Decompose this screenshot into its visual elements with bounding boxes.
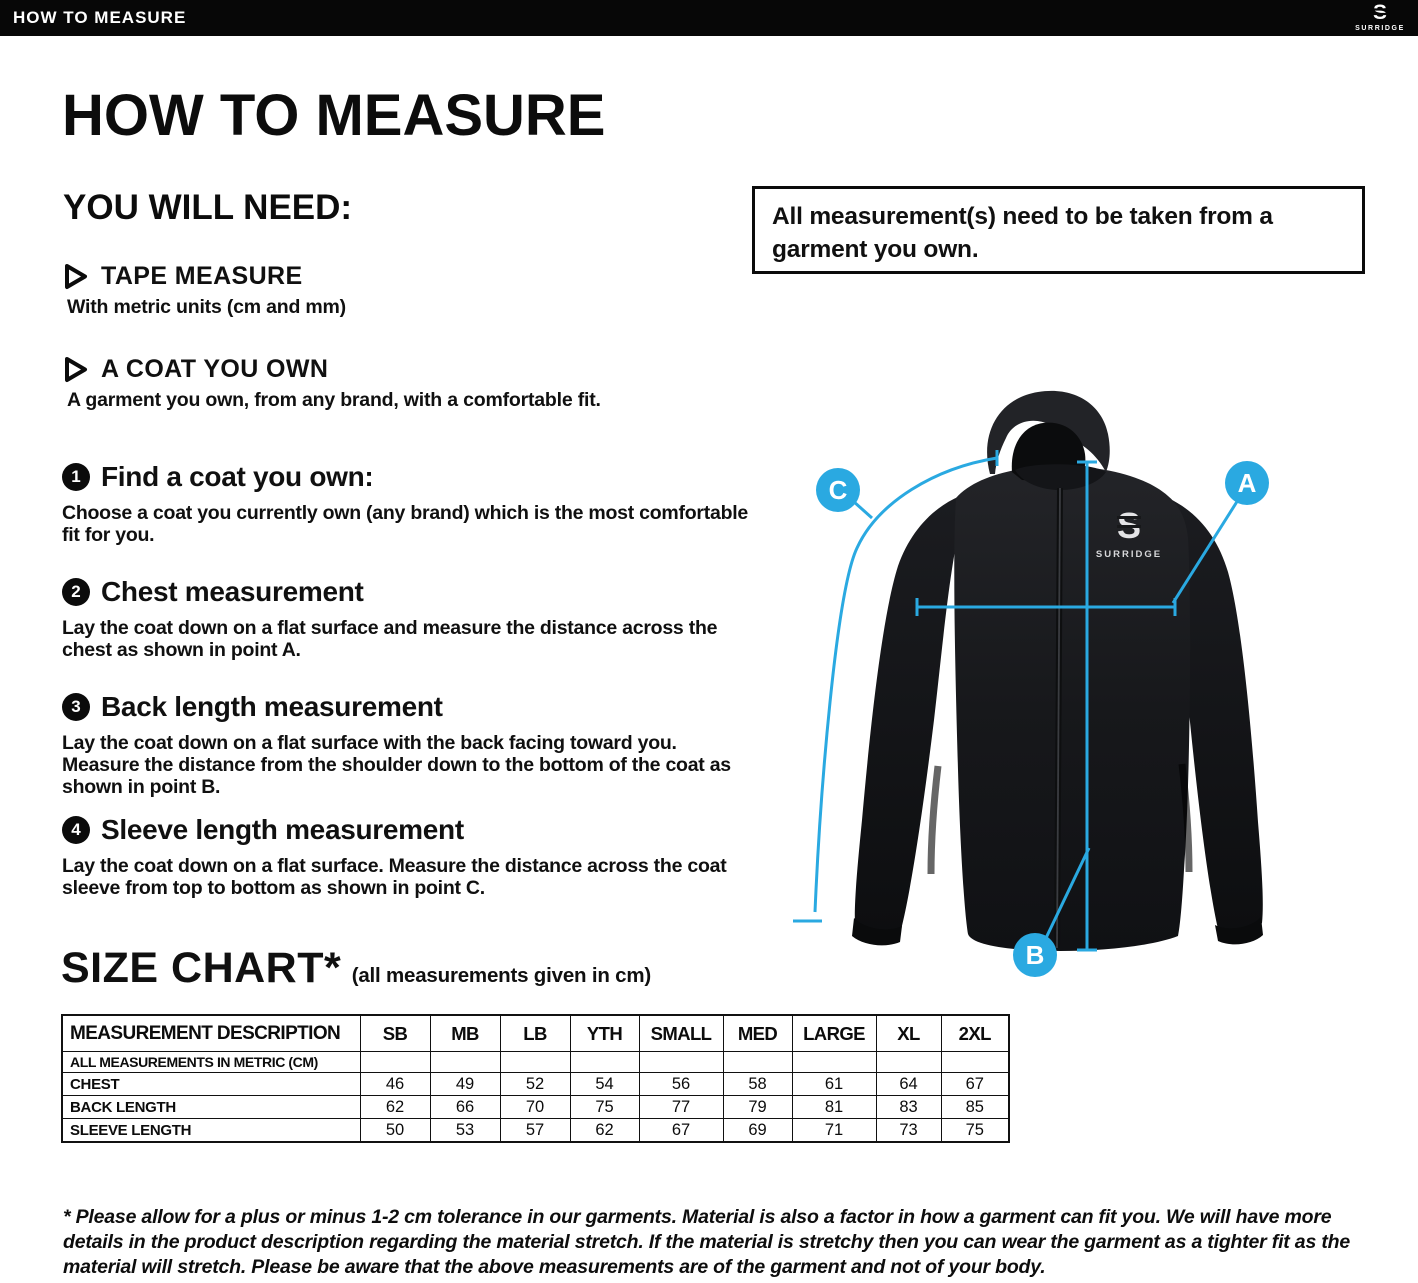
size-table-head-row — [62, 1015, 1009, 1052]
column-header-size: YTH — [570, 1015, 639, 1052]
measurement-note-box: All measurement(s) need to be taken from a garment you own. — [752, 186, 1365, 274]
need-item-tape-measure — [64, 262, 346, 319]
measurement-value: 70 — [500, 1096, 570, 1119]
empty-cell — [639, 1052, 723, 1073]
column-header-size: XL — [876, 1015, 941, 1052]
measurement-label: SLEEVE LENGTH — [62, 1119, 360, 1143]
empty-cell — [430, 1052, 500, 1073]
need-item-description: A garment you own, from any brand, with a comfortable fit. — [67, 389, 601, 411]
size-chart-title: SIZE CHART* — [61, 944, 342, 992]
measurement-value: 46 — [360, 1073, 430, 1096]
size-table-body — [62, 1052, 1009, 1143]
column-header-size: MB — [430, 1015, 500, 1052]
you-will-need-heading: YOU WILL NEED: — [63, 188, 353, 227]
step-number-badge: 4 — [62, 816, 90, 844]
column-header-size: SMALL — [639, 1015, 723, 1052]
empty-cell — [876, 1052, 941, 1073]
measurement-value: 85 — [941, 1096, 1009, 1119]
tolerance-footnote: * Please allow for a plus or minus 1-2 cm tolerance in our garments. Material is also a factor in how a garment can fit you. We will have more details in the product description regarding the material stretch. If the material is stretchy then you can wear the garment as a tighter fit as the material will stretch. Please be aware that the above measurements are of the garment and not of your body. — [63, 1206, 1350, 1278]
measurement-value: 73 — [876, 1119, 941, 1143]
step-title: Back length measurement — [101, 691, 443, 722]
step-number-badge: 2 — [62, 578, 90, 606]
step-body: Lay the coat down on a flat surface and measure the distance across the chest as shown in point A. — [62, 617, 718, 661]
measurement-value: 69 — [723, 1119, 792, 1143]
step-number-badge: 1 — [62, 463, 90, 491]
top-bar — [0, 0, 1418, 36]
left-sleeve — [855, 496, 962, 934]
jacket-measurement-diagram — [760, 370, 1380, 1010]
triangle-bullet-icon — [64, 356, 88, 383]
measurement-value: 50 — [360, 1119, 430, 1143]
column-header-size: MED — [723, 1015, 792, 1052]
measurement-value: 67 — [941, 1073, 1009, 1096]
step-title: Find a coat you own: — [101, 461, 374, 492]
step-body: Lay the coat down on a flat surface with the back facing toward you. Measure the distance from the shoulder down to the bottom of the coat as shown in point B. — [62, 732, 731, 798]
empty-cell — [723, 1052, 792, 1073]
measurement-value: 75 — [941, 1119, 1009, 1143]
measurement-value: 49 — [430, 1073, 500, 1096]
empty-cell — [941, 1052, 1009, 1073]
empty-cell — [570, 1052, 639, 1073]
step-title: Sleeve length measurement — [101, 814, 464, 845]
step-body: Lay the coat down on a flat surface. Measure the distance across the coat sleeve from top to bottom as shown in point C. — [62, 855, 727, 899]
measurement-value: 64 — [876, 1073, 941, 1096]
step-number-badge: 3 — [62, 693, 90, 721]
need-item-title: TAPE MEASURE — [101, 262, 303, 290]
measurement-value: 75 — [570, 1096, 639, 1119]
empty-cell — [792, 1052, 876, 1073]
column-header-size: 2XL — [941, 1015, 1009, 1052]
svg-text:S: S — [1372, 1, 1388, 24]
measurement-label: CHEST — [62, 1073, 360, 1096]
svg-text:S: S — [1116, 505, 1142, 546]
empty-cell — [360, 1052, 430, 1073]
triangle-bullet-icon — [64, 263, 88, 290]
step-3 — [62, 691, 752, 798]
column-header-description: MEASUREMENT DESCRIPTION — [62, 1015, 360, 1052]
measurement-value: 79 — [723, 1096, 792, 1119]
measurement-value: 71 — [792, 1119, 876, 1143]
need-item-coat — [64, 355, 601, 412]
size-table-row — [62, 1096, 1009, 1119]
jacket-illustration — [852, 391, 1263, 951]
left-pocket — [931, 766, 938, 874]
top-bar-title: HOW TO MEASURE — [13, 8, 187, 27]
jacket-torso — [954, 466, 1190, 951]
step-4 — [62, 814, 752, 899]
measurement-value: 83 — [876, 1096, 941, 1119]
need-item-title: A COAT YOU OWN — [101, 355, 329, 383]
point-b-label: B — [1025, 940, 1045, 970]
measurement-value: 67 — [639, 1119, 723, 1143]
measurement-value: 58 — [723, 1073, 792, 1096]
size-chart-table — [61, 1014, 1010, 1143]
measurement-value: 61 — [792, 1073, 876, 1096]
step-body: Choose a coat you currently own (any brand) which is the most comfortable fit for you. — [62, 502, 749, 546]
measurement-value: 66 — [430, 1096, 500, 1119]
size-chart-heading — [61, 944, 651, 993]
svg-text:SURRIDGE: SURRIDGE — [1355, 25, 1405, 32]
step-2 — [62, 576, 752, 661]
measurement-value: 56 — [639, 1073, 723, 1096]
measurement-value: 52 — [500, 1073, 570, 1096]
measurement-label: BACK LENGTH — [62, 1096, 360, 1119]
point-a-label: A — [1237, 468, 1257, 498]
metric-units-row — [62, 1052, 1009, 1073]
step-1 — [62, 461, 752, 546]
measurement-value: 54 — [570, 1073, 639, 1096]
leader-line-c — [853, 501, 872, 518]
need-item-description: With metric units (cm and mm) — [67, 296, 346, 318]
measurement-value: 53 — [430, 1119, 500, 1143]
size-table-row — [62, 1119, 1009, 1143]
measurement-value: 62 — [570, 1119, 639, 1143]
metric-units-label: ALL MEASUREMENTS IN METRIC (CM) — [62, 1052, 360, 1073]
measurement-value: 57 — [500, 1119, 570, 1143]
measurement-value: 77 — [639, 1096, 723, 1119]
measurement-value: 62 — [360, 1096, 430, 1119]
point-c-label: C — [828, 475, 848, 505]
svg-text:SURRIDGE: SURRIDGE — [1095, 549, 1163, 560]
measurement-value: 81 — [792, 1096, 876, 1119]
surridge-logo-icon — [1348, 1, 1412, 35]
step-title: Chest measurement — [101, 576, 364, 607]
size-chart-subtitle: (all measurements given in cm) — [351, 964, 652, 987]
column-header-size: LB — [500, 1015, 570, 1052]
size-table-row — [62, 1073, 1009, 1096]
column-header-size: LARGE — [792, 1015, 876, 1052]
page-title: HOW TO MEASURE — [62, 83, 606, 148]
empty-cell — [500, 1052, 570, 1073]
column-header-size: SB — [360, 1015, 430, 1052]
